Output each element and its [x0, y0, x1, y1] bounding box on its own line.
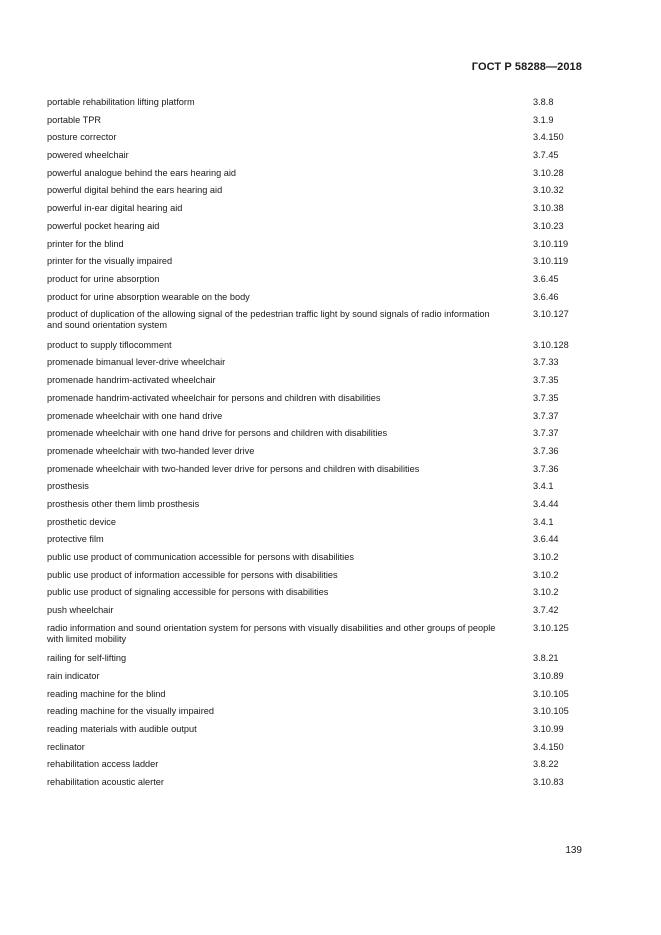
- entry-term: promenade wheelchair with one hand drive: [47, 410, 223, 421]
- index-entry: [47, 220, 587, 238]
- entry-reference: 3.7.45: [533, 150, 559, 161]
- index-entry: [47, 184, 587, 202]
- entry-term: promenade wheelchair with two-handed lever drive for persons and children with disabilities: [47, 463, 420, 474]
- index-entry: [47, 498, 587, 516]
- index-entry: [47, 356, 587, 374]
- entry-reference: 3.8.22: [533, 759, 559, 770]
- entry-reference: 3.10.119: [533, 256, 569, 267]
- index-entry: [47, 131, 587, 149]
- entry-reference: 3.10.99: [533, 724, 564, 734]
- entry-term: reading materials with audible output: [47, 724, 197, 734]
- entry-reference: 3.10.23: [533, 220, 564, 231]
- entry-reference: 3.7.37: [533, 428, 559, 439]
- entry-reference: 3.10.119: [533, 238, 569, 249]
- index-entry: [47, 392, 587, 410]
- index-entry: [47, 410, 587, 428]
- index-entry: [47, 688, 587, 706]
- entry-term: portable rehabilitation lifting platform: [47, 97, 195, 107]
- entry-term: public use product of communication accessible for persons with disabilities: [47, 552, 354, 562]
- entry-term: promenade handrim-activated wheelchair for persons and children with disabilities: [47, 392, 381, 403]
- index-entry: [47, 622, 587, 653]
- entry-term: powerful in-ear digital hearing aid: [47, 203, 183, 214]
- entry-term: reclinator: [47, 741, 85, 752]
- entry-reference: 3.7.35: [533, 392, 559, 403]
- entry-term: powerful pocket hearing aid: [47, 220, 160, 231]
- entry-term: radio information and sound orientation system for persons with visually disabilities and other groups of people with limited mobility: [47, 622, 496, 644]
- entry-term: powered wheelchair: [47, 150, 129, 161]
- index-entry: [47, 652, 587, 670]
- entry-term: promenade wheelchair with one hand drive for persons and children with disabilities: [47, 428, 388, 439]
- entry-term: product for urine absorption: [47, 273, 160, 284]
- index-entry: [47, 308, 587, 339]
- entry-reference: 3.7.33: [533, 357, 559, 368]
- entry-term: promenade wheelchair with two-handed lever drive: [47, 445, 255, 456]
- index-entry: [47, 516, 587, 534]
- term-index-list: [47, 96, 587, 794]
- entry-term: powerful digital behind the ears hearing aid: [47, 185, 223, 196]
- entry-term: prosthetic device: [47, 516, 116, 527]
- index-entry: [47, 273, 587, 291]
- index-entry: [47, 427, 587, 445]
- entry-reference: 3.10.38: [533, 203, 564, 214]
- index-entry: [47, 149, 587, 167]
- entry-reference: 3.4.1: [533, 516, 554, 527]
- index-entry: [47, 480, 587, 498]
- index-entry: [47, 463, 587, 481]
- entry-reference: 3.10.2: [533, 569, 559, 580]
- entry-reference: 3.7.36: [533, 463, 559, 474]
- entry-term: product to supply tiflocomment: [47, 339, 172, 350]
- index-entry: [47, 374, 587, 392]
- entry-term: railing for self-lifting: [47, 653, 127, 664]
- entry-reference: 3.10.127: [533, 309, 569, 320]
- entry-reference: 3.10.105: [533, 688, 569, 699]
- index-entry: [47, 202, 587, 220]
- entry-reference: 3.4.44: [533, 498, 559, 509]
- entry-reference: 3.10.83: [533, 777, 564, 788]
- index-entry: [47, 533, 587, 551]
- entry-term: protective film: [47, 534, 104, 545]
- entry-term: prosthesis: [47, 481, 89, 492]
- index-entry: [47, 339, 587, 357]
- index-entry: [47, 741, 587, 759]
- entry-term: public use product of information accessible for persons with disabilities: [47, 569, 338, 580]
- index-entry: [47, 705, 587, 723]
- entry-reference: 3.10.125: [533, 622, 569, 633]
- index-entry: [47, 586, 587, 604]
- entry-reference: 3.1.9: [533, 114, 554, 125]
- page-number: 139: [565, 845, 582, 856]
- entry-term: portable TPR: [47, 114, 101, 125]
- entry-term: reading machine for the blind: [47, 688, 166, 699]
- index-entry: [47, 238, 587, 256]
- entry-reference: 3.6.44: [533, 534, 559, 545]
- entry-reference: 3.8.8: [533, 97, 554, 107]
- index-entry: [47, 604, 587, 622]
- entry-term: prosthesis other them limb prosthesis: [47, 498, 200, 509]
- entry-reference: 3.4.1: [533, 481, 554, 492]
- entry-term: rehabilitation acoustic alerter: [47, 777, 164, 788]
- entry-reference: 3.10.128: [533, 339, 569, 350]
- entry-term: public use product of signaling accessible for persons with disabilities: [47, 587, 329, 598]
- entry-reference: 3.7.35: [533, 375, 559, 386]
- entry-term: promenade bimanual lever-drive wheelchair: [47, 357, 226, 368]
- entry-reference: 3.7.36: [533, 445, 559, 456]
- index-entry: [47, 551, 587, 569]
- index-entry: [47, 291, 587, 309]
- document-code-header: ГОСТ Р 58288—2018: [471, 61, 582, 73]
- entry-term: reading machine for the visually impaired: [47, 706, 214, 717]
- entry-term: powerful analogue behind the ears hearing aid: [47, 167, 236, 178]
- entry-term: promenade handrim-activated wheelchair: [47, 375, 216, 386]
- index-entry: [47, 776, 587, 794]
- index-entry: [47, 569, 587, 587]
- entry-reference: 3.10.2: [533, 552, 559, 562]
- entry-term: posture corrector: [47, 132, 117, 143]
- entry-reference: 3.10.28: [533, 167, 564, 178]
- entry-reference: 3.6.46: [533, 291, 559, 302]
- entry-reference: 3.10.2: [533, 587, 559, 598]
- entry-reference: 3.10.32: [533, 185, 564, 196]
- entry-reference: 3.10.89: [533, 670, 564, 681]
- entry-reference: 3.4.150: [533, 132, 564, 143]
- entry-term: rain indicator: [47, 670, 100, 681]
- index-entry: [47, 758, 587, 776]
- index-entry: [47, 723, 587, 741]
- entry-term: product for urine absorption wearable on the body: [47, 291, 250, 302]
- entry-term: printer for the blind: [47, 238, 124, 249]
- entry-reference: 3.10.105: [533, 706, 569, 717]
- index-entry: [47, 114, 587, 132]
- entry-term: rehabilitation access ladder: [47, 759, 159, 770]
- index-entry: [47, 255, 587, 273]
- index-entry: [47, 167, 587, 185]
- entry-reference: 3.7.37: [533, 410, 559, 421]
- index-entry: [47, 670, 587, 688]
- entry-reference: 3.6.45: [533, 273, 559, 284]
- index-entry: [47, 96, 587, 114]
- entry-reference: 3.7.42: [533, 605, 559, 616]
- entry-term: printer for the visually impaired: [47, 256, 173, 267]
- entry-term: product of duplication of the allowing signal of the pedestrian traffic light by sound signals of radio information and sound orientation system: [47, 309, 490, 331]
- index-entry: [47, 445, 587, 463]
- entry-reference: 3.8.21: [533, 653, 559, 664]
- entry-reference: 3.4.150: [533, 741, 564, 752]
- entry-term: push wheelchair: [47, 605, 114, 616]
